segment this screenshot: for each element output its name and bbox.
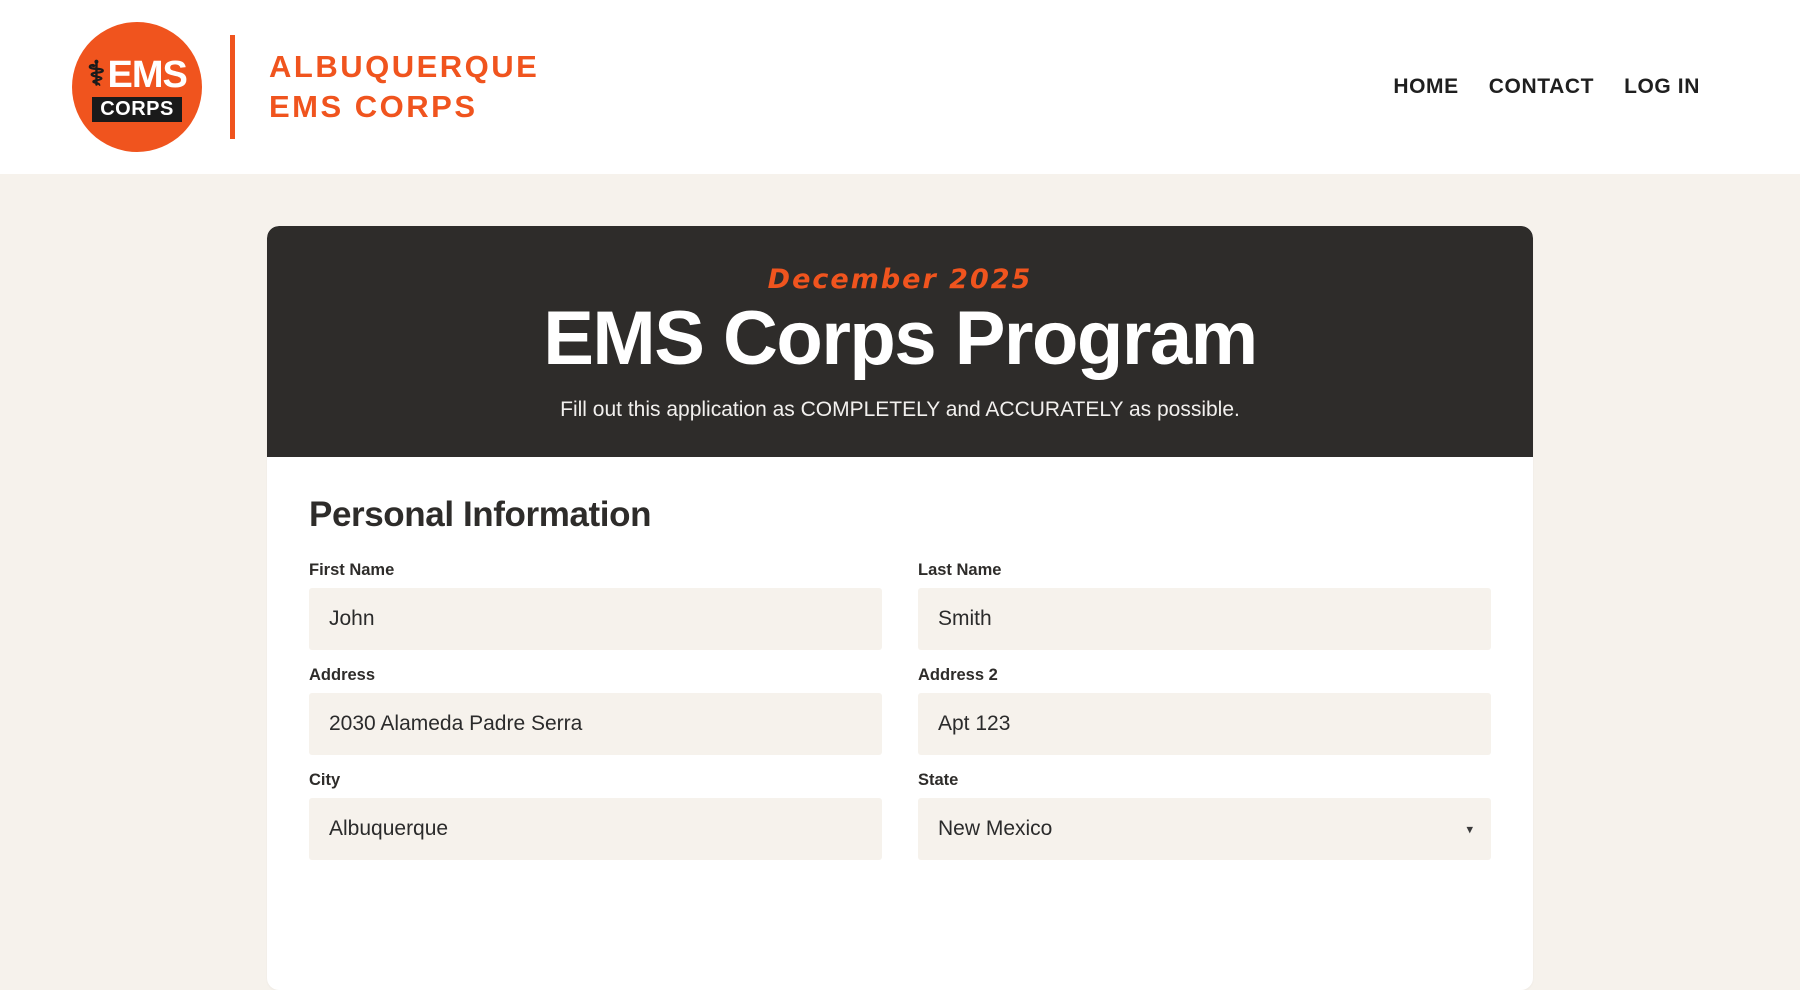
hero-subtitle: Fill out this application as COMPLETELY and ACCURATELY as possible. bbox=[560, 397, 1240, 421]
city-input[interactable]: Albuquerque bbox=[309, 798, 882, 860]
field-state bbox=[918, 771, 1491, 860]
field-city bbox=[309, 771, 882, 860]
nav-item-contact[interactable]: CONTACT bbox=[1488, 75, 1595, 98]
field-first-name bbox=[309, 561, 882, 650]
brand-name-line2: EMS CORPS bbox=[269, 89, 478, 124]
field-grid bbox=[309, 561, 1491, 860]
last-name-input[interactable]: Smith bbox=[918, 588, 1491, 650]
address2-input[interactable]: Apt 123 bbox=[918, 693, 1491, 755]
main-nav bbox=[1393, 75, 1740, 99]
brand-divider bbox=[230, 35, 235, 139]
first-name-input[interactable]: John bbox=[309, 588, 882, 650]
personal-information-section bbox=[267, 457, 1533, 880]
logo-top-row bbox=[87, 56, 187, 94]
section-title: Personal Information bbox=[309, 494, 652, 534]
application-form-card bbox=[267, 226, 1533, 990]
logo-ems-text: EMS bbox=[107, 54, 187, 96]
logo-corps-text: CORPS bbox=[92, 97, 182, 122]
state-select-wrap bbox=[918, 798, 1491, 860]
brand[interactable] bbox=[72, 22, 539, 152]
label-address: Address bbox=[309, 665, 376, 684]
site-header bbox=[0, 0, 1800, 174]
chevron-down-icon: ▾ bbox=[1466, 821, 1473, 837]
staff-of-asclepius-icon: ⚕ bbox=[87, 56, 106, 93]
page-title: EMS Corps Program bbox=[543, 296, 1257, 381]
label-last-name: Last Name bbox=[918, 560, 1002, 579]
brand-name-line1: ALBUQUERQUE bbox=[269, 49, 540, 85]
field-address2 bbox=[918, 666, 1491, 755]
address-input[interactable]: 2030 Alameda Padre Serra bbox=[309, 693, 882, 755]
nav-item-login[interactable]: LOG IN bbox=[1624, 75, 1700, 98]
label-state: State bbox=[918, 770, 959, 789]
field-address bbox=[309, 666, 882, 755]
label-first-name: First Name bbox=[309, 560, 395, 579]
hero-date: December 2025 bbox=[767, 264, 1033, 295]
page-body bbox=[0, 174, 1800, 990]
label-address2: Address 2 bbox=[918, 665, 998, 684]
label-city: City bbox=[309, 770, 341, 789]
field-last-name bbox=[918, 561, 1491, 650]
state-select[interactable]: New Mexico bbox=[918, 798, 1491, 860]
form-hero bbox=[267, 226, 1533, 457]
ems-corps-logo-icon bbox=[72, 22, 202, 152]
nav-item-home[interactable]: HOME bbox=[1393, 75, 1459, 98]
brand-name bbox=[269, 47, 539, 126]
